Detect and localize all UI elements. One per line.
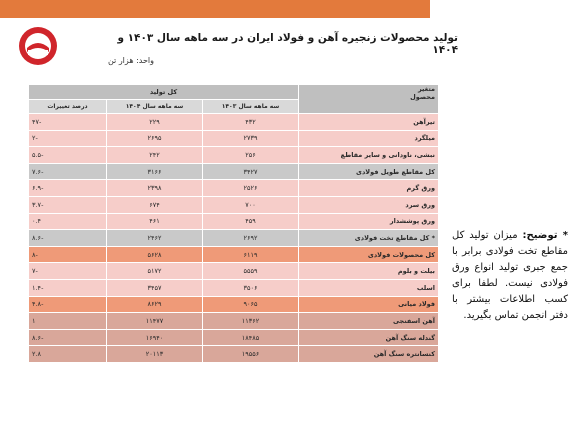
row-1404: ۳۱۶۶ xyxy=(107,163,203,180)
row-1403: ۲۵۲۶ xyxy=(203,180,299,197)
header-change: درصد تغییرات xyxy=(29,100,107,114)
table-row xyxy=(29,263,439,280)
row-change: ۱ xyxy=(29,313,107,330)
row-change: -۶.۹ xyxy=(29,180,107,197)
table-row xyxy=(29,130,439,147)
row-name: کل مقاطع طویل فولادی xyxy=(299,163,439,180)
table-row xyxy=(29,213,439,230)
row-1404: ۴۶۱ xyxy=(107,213,203,230)
row-1403: ۱۸۴۸۵ xyxy=(203,329,299,346)
header-variable xyxy=(299,85,439,114)
row-1403: ۶۱۱۹ xyxy=(203,246,299,263)
row-change: ۰.۴ xyxy=(29,213,107,230)
production-table xyxy=(28,84,438,363)
table-row xyxy=(29,114,439,131)
table-row xyxy=(29,313,439,330)
row-change: -۴.۸ xyxy=(29,296,107,313)
row-1404: ۵۶۲۸ xyxy=(107,246,203,263)
row-1404: ۲۰۱۱۳ xyxy=(107,346,203,363)
row-name: ورق پوششدار xyxy=(299,213,439,230)
row-name: اسلب xyxy=(299,279,439,296)
row-change: -۸.۶ xyxy=(29,329,107,346)
row-1404: ۸۶۲۹ xyxy=(107,296,203,313)
table-row xyxy=(29,279,439,296)
row-change: -۴۷ xyxy=(29,114,107,131)
table-row xyxy=(29,246,439,263)
row-1403: ۳۵۰۶ xyxy=(203,279,299,296)
row-1403: ۴۳۲ xyxy=(203,114,299,131)
row-1403: ۱۹۵۵۶ xyxy=(203,346,299,363)
row-1403: ۹۰۶۵ xyxy=(203,296,299,313)
header-1404: سه ماهه سال ۱۴۰۴ xyxy=(107,100,203,114)
row-name: کنسانتره سنگ آهن xyxy=(299,346,439,363)
row-1403: ۵۵۵۹ xyxy=(203,263,299,280)
header-total-production: کل تولید xyxy=(29,85,299,100)
table-row xyxy=(29,147,439,164)
row-1404: ۲۳۹۸ xyxy=(107,180,203,197)
row-change: -۸.۶ xyxy=(29,230,107,247)
row-change: -۱.۴ xyxy=(29,279,107,296)
row-name: گندله سنگ آهن xyxy=(299,329,439,346)
row-1403: ۲۷۳۹ xyxy=(203,130,299,147)
top-accent-bar xyxy=(0,0,430,18)
row-name: میلگرد xyxy=(299,130,439,147)
table-row xyxy=(29,180,439,197)
company-logo xyxy=(18,26,58,66)
row-name: بیلت و بلوم xyxy=(299,263,439,280)
row-change: -۸ xyxy=(29,246,107,263)
explanation-note xyxy=(452,228,568,324)
row-1404: ۲۴۶۲ xyxy=(107,230,203,247)
table-row xyxy=(29,329,439,346)
table-row xyxy=(29,163,439,180)
table-row xyxy=(29,196,439,213)
row-1404: ۵۱۷۲ xyxy=(107,263,203,280)
row-1403: ۲۵۶ xyxy=(203,147,299,164)
row-name: تیرآهن xyxy=(299,114,439,131)
row-name: فولاد میانی xyxy=(299,296,439,313)
table-body xyxy=(29,114,439,363)
row-name: ورق سرد xyxy=(299,196,439,213)
header-1403: سه ماهه سال ۱۴۰۳ xyxy=(203,100,299,114)
row-1404: ۳۴۵۷ xyxy=(107,279,203,296)
row-1403: ۲۶۹۲ xyxy=(203,230,299,247)
row-1403: ۷۰۰ xyxy=(203,196,299,213)
row-1404: ۲۴۲ xyxy=(107,147,203,164)
unit-label: واحد: هزار تن xyxy=(107,56,154,65)
row-change: ۲.۸ xyxy=(29,346,107,363)
row-change: -۳.۷ xyxy=(29,196,107,213)
row-change: -۲ xyxy=(29,130,107,147)
row-name: آهن اسفنجی xyxy=(299,313,439,330)
row-1403: ۱۱۳۶۲ xyxy=(203,313,299,330)
note-body: میزان تولید کل مقاطع تخت فولادی برابر با جمع جبری تولید انواع ورق فولادی نیست. لطفا برای کسب اطلاعات بیشتر با دفتر انجمن تماس بگیرید. xyxy=(452,230,568,321)
row-change: -۷ xyxy=(29,263,107,280)
row-name: کل محصولات فولادی xyxy=(299,246,439,263)
row-1404: ۲۶۹۵ xyxy=(107,130,203,147)
row-name: * کل مقاطع تخت فولادی xyxy=(299,230,439,247)
header-product-label: محصول xyxy=(410,93,435,101)
note-prefix: * توضیح: xyxy=(522,230,568,241)
row-1404: ۱۱۴۷۷ xyxy=(107,313,203,330)
header-variable-label: متغیر xyxy=(417,85,435,93)
row-name: ورق گرم xyxy=(299,180,439,197)
row-1403: ۳۴۲۷ xyxy=(203,163,299,180)
row-1404: ۶۷۴ xyxy=(107,196,203,213)
row-change: -۷.۶ xyxy=(29,163,107,180)
row-1403: ۴۵۹ xyxy=(203,213,299,230)
row-name: نبشی، ناودانی و سایر مقاطع xyxy=(299,147,439,164)
table-row xyxy=(29,230,439,247)
table-row xyxy=(29,346,439,363)
row-1404: ۱۶۹۴۰ xyxy=(107,329,203,346)
slide-title: تولید محصولات زنجیره آهن و فولاد ایران در سه ماهه سال ۱۴۰۳ و ۱۴۰۴ xyxy=(117,32,458,56)
row-change: -۵.۵ xyxy=(29,147,107,164)
row-1404: ۲۲۹ xyxy=(107,114,203,131)
table-row xyxy=(29,296,439,313)
